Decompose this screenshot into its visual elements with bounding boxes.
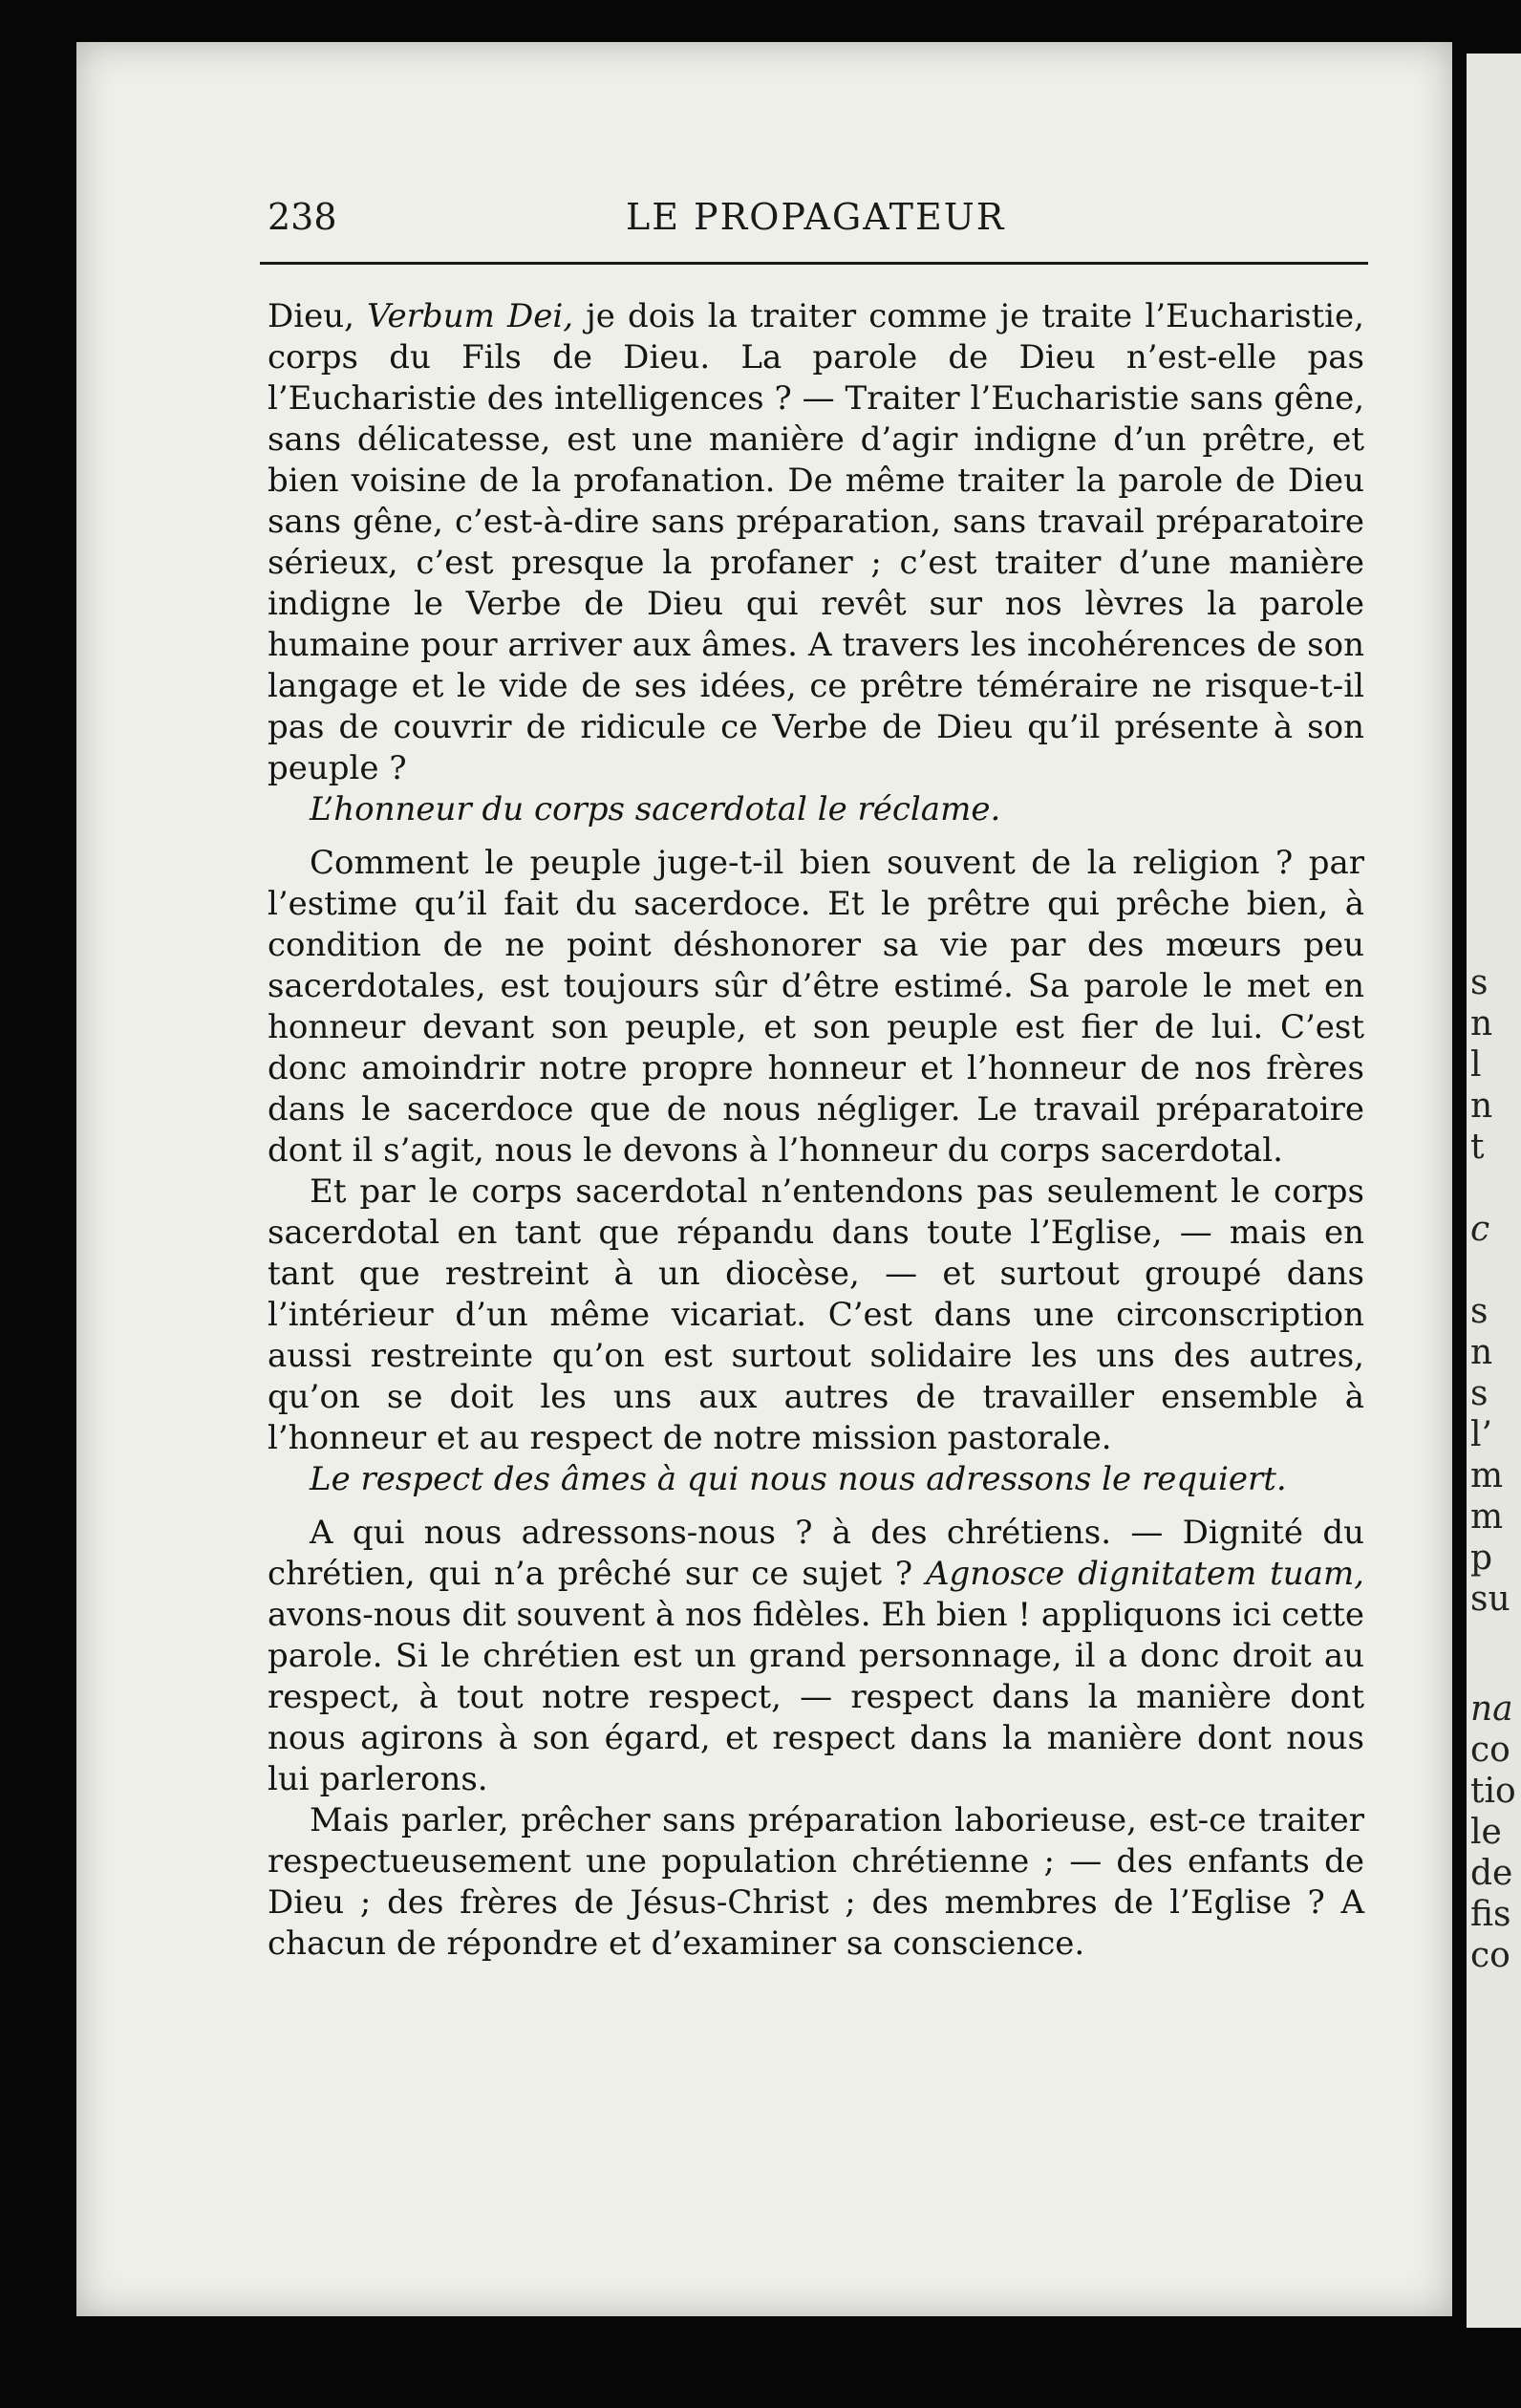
- facing-fragment: l’: [1470, 1415, 1492, 1454]
- facing-fragment: tio: [1470, 1772, 1516, 1811]
- facing-fragment: co: [1470, 1731, 1510, 1770]
- facing-fragment: co: [1470, 1936, 1510, 1975]
- facing-fragment: fis: [1470, 1895, 1511, 1934]
- facing-fragment: c: [1470, 1210, 1490, 1249]
- latin-phrase: Verbum Dei,: [367, 297, 574, 335]
- facing-fragment: n: [1470, 1086, 1493, 1126]
- paragraph: [268, 1513, 1364, 1800]
- text-run: Dieu,: [268, 297, 368, 335]
- paragraph: Et par le corps sacerdotal n’entendons pas seulement le corps sacerdotal en tant que répandu dans toute l’Eglise, — mais en tant que restreint à un diocèse, — et surtout groupé dans l’intérieur d’un même vicariat. C’est dans une circonscription aussi restreinte qu’on est surtout solidaire les uns des autres, qu’on se doit les uns aux autres de travailler ensemble à l’honneur et au respect de notre mission pastorale.: [268, 1172, 1364, 1457]
- facing-fragment: le: [1470, 1813, 1502, 1852]
- facing-fragment: t: [1470, 1128, 1485, 1167]
- paragraph: Mais parler, prêcher sans préparation laborieuse, est-ce traiter respectueusement une population chrétienne ; — des enfants de Dieu ; des frères de Jésus-Christ ; des membres de l’Eglise ? A chacun de répondre et d’examiner sa conscience.: [268, 1801, 1364, 1963]
- paragraph: Comment le peuple juge-t-il bien souvent de la religion ? par l’estime qu’il fait du sacerdoce. Et le prêtre qui prêche bien, à condition de ne point déshonorer sa vie par des mœurs peu sacerdotales, est toujours sûr d’être estimé. Sa parole le met en honneur devant son peuple, et son peuple est fier de lui. C’est donc amoindrir notre propre honneur et l’honneur de nos frères dans le sacerdoce que de nous négliger. Le travail préparatoire dont il s’agit, nous le devons à l’honneur du corps sacerdotal.: [268, 844, 1364, 1170]
- facing-fragment: na: [1470, 1689, 1513, 1729]
- header-rule: [260, 262, 1368, 265]
- facing-fragment: s: [1470, 963, 1489, 1002]
- section-heading: L’honneur du corps sacerdotal le réclame.: [310, 790, 1001, 828]
- text-run: je dois la traiter comme je traite l’Eucharistie, corps du Fils de Dieu. La parole de Dieu n’est-elle pas l’Eucharistie des intelligences ? — Traiter l’Eucharistie sans gêne, sans délicatesse, est une manière d’agir indigne d’un prêtre, et bien voisine de la profanation. De même traiter la parole de Dieu sans gêne, c’est-à-dire sans préparation, sans travail préparatoire sérieux, c’est presque la profaner ; c’est traiter d’une manière indigne le Verbe de Dieu qui revêt sur nos lèvres la parole humaine pour arriver aux âmes. A travers les incohérences de son langage et le vide de ses idées, ce prêtre téméraire ne risque-t-il pas de couvrir de ridicule ce Verbe de Dieu qu’il présente à son peuple ?: [268, 297, 1364, 787]
- facing-fragment: m: [1470, 1456, 1504, 1495]
- latin-phrase: Agnosce dignitatem tuam,: [925, 1555, 1364, 1593]
- page-number: 238: [268, 196, 337, 238]
- facing-page-edge: [1467, 54, 1521, 2328]
- section-heading: Le respect des âmes à qui nous nous adressons le requiert.: [310, 1460, 1287, 1498]
- facing-fragment: s: [1470, 1374, 1489, 1413]
- facing-fragment: l: [1470, 1045, 1482, 1085]
- facing-fragment: de: [1470, 1854, 1513, 1893]
- facing-fragment: n: [1470, 1333, 1493, 1372]
- facing-fragment: m: [1470, 1497, 1504, 1537]
- facing-fragment: p: [1470, 1538, 1493, 1578]
- facing-fragment: s: [1470, 1292, 1489, 1331]
- text-run: avons-nous dit souvent à nos fidèles. Eh bien ! appliquons ici cette parole. Si le chrétien est un grand personnage, il a donc droit au respect, à tout notre respect, — respect dans la manière dont nous agirons à son égard, et respect dans la manière dont nous lui parlerons.: [268, 1596, 1364, 1798]
- text-run: A qui nous adressons-nous ? à des chrétiens. — Dignité du chrétien, qui n’a prêché sur ce sujet ?: [268, 1514, 1364, 1593]
- body-text: [268, 296, 1364, 1965]
- running-title: LE PROPAGATEUR: [626, 196, 1006, 238]
- facing-fragment: su: [1470, 1580, 1510, 1619]
- running-header: [268, 196, 1366, 242]
- paragraph: [268, 296, 1364, 789]
- facing-fragment: n: [1470, 1004, 1493, 1043]
